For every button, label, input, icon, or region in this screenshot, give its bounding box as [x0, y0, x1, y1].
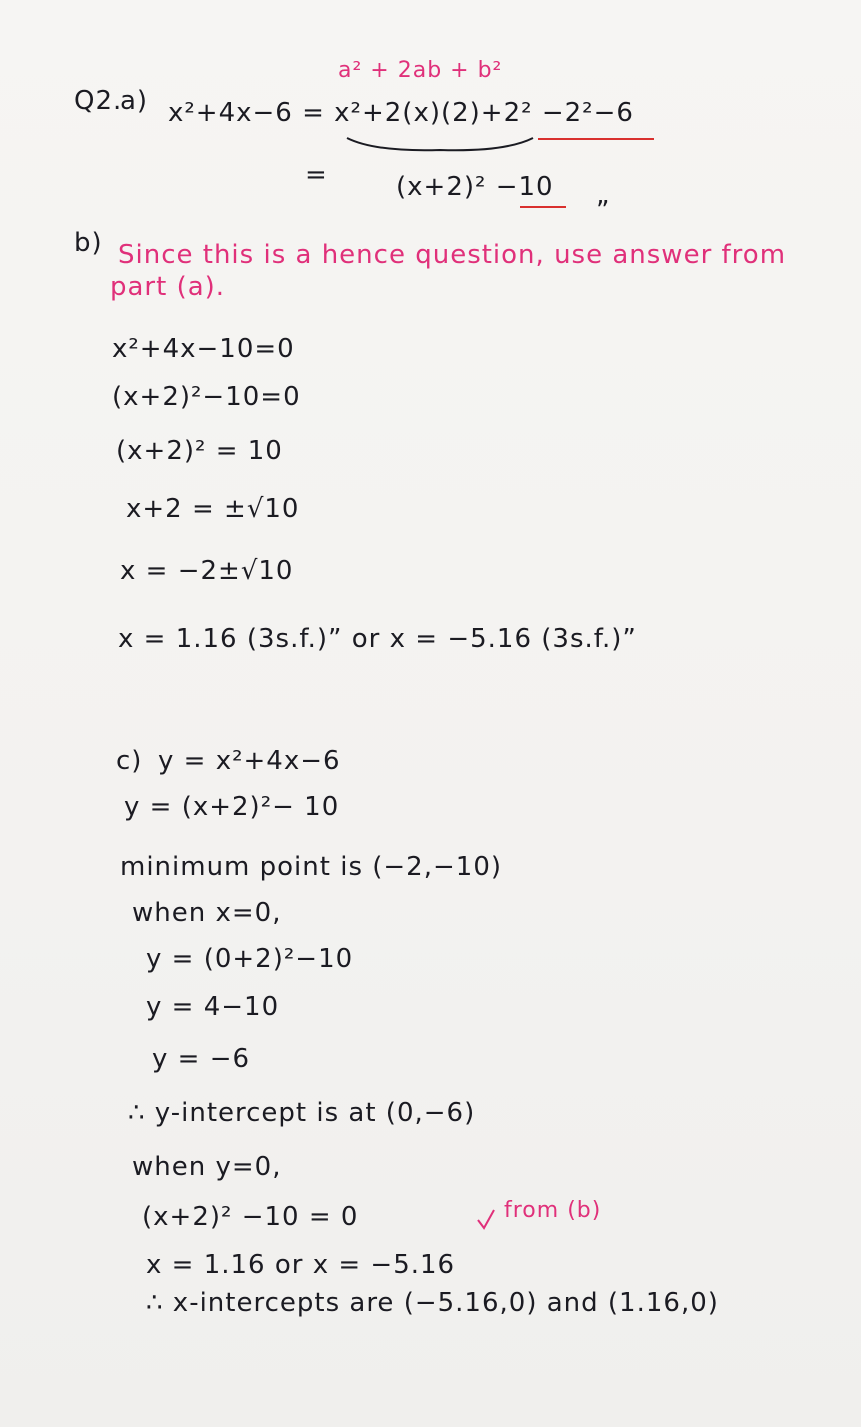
- part-c-step-2: y = (x+2)²− 10: [124, 792, 340, 822]
- part-b-note-line-2: part (a).: [110, 272, 226, 302]
- part-b-step-2: (x+2)²−10=0: [112, 382, 301, 412]
- part-b-step-1: x²+4x−10=0: [112, 334, 295, 364]
- part-a-equals: =: [305, 160, 328, 190]
- part-b-step-6: x = 1.16 (3s.f.)” or x = −5.16 (3s.f.)”: [118, 624, 637, 654]
- part-c-step-3: minimum point is (−2,−10): [120, 852, 503, 882]
- part-c-step-10: (x+2)² −10 = 0: [142, 1202, 359, 1232]
- part-a-line-2: (x+2)² −10: [396, 172, 554, 202]
- part-c-step-1: y = x²+4x−6: [158, 746, 341, 776]
- part-c-label: c): [116, 746, 143, 776]
- checkmark-icon: [476, 1206, 498, 1232]
- question-label: Q2.: [74, 86, 123, 116]
- red-underline-2: [520, 206, 566, 208]
- identity-note: a² + 2ab + b²: [338, 58, 503, 83]
- red-underline-1: [538, 138, 654, 140]
- part-b-label: b): [74, 228, 103, 258]
- part-b-step-3: (x+2)² = 10: [116, 436, 283, 466]
- part-c-note: from (b): [504, 1198, 602, 1223]
- part-c-step-6: y = 4−10: [146, 992, 280, 1022]
- part-c-step-4: when x=0,: [132, 898, 282, 928]
- part-c-step-9: when y=0,: [132, 1152, 282, 1182]
- part-b-step-4: x+2 = ±√10: [126, 494, 300, 524]
- part-c-step-11: x = 1.16 or x = −5.16: [146, 1250, 456, 1280]
- brace-icon: [345, 134, 535, 160]
- part-b-note-line-1: Since this is a hence question, use answer from: [118, 240, 787, 270]
- part-a-label: a): [120, 86, 149, 116]
- part-a-line-1: x²+4x−6 = x²+2(x)(2)+2² −2²−6: [168, 98, 634, 128]
- part-c-step-7: y = −6: [152, 1044, 251, 1074]
- part-b-step-5: x = −2±√10: [120, 556, 294, 586]
- part-a-end-mark: ”: [596, 196, 611, 226]
- part-c-step-5: y = (0+2)²−10: [146, 944, 354, 974]
- part-c-step-12: ∴ x-intercepts are (−5.16,0) and (1.16,0): [146, 1288, 719, 1318]
- part-c-step-8: ∴ y-intercept is at (0,−6): [128, 1098, 476, 1128]
